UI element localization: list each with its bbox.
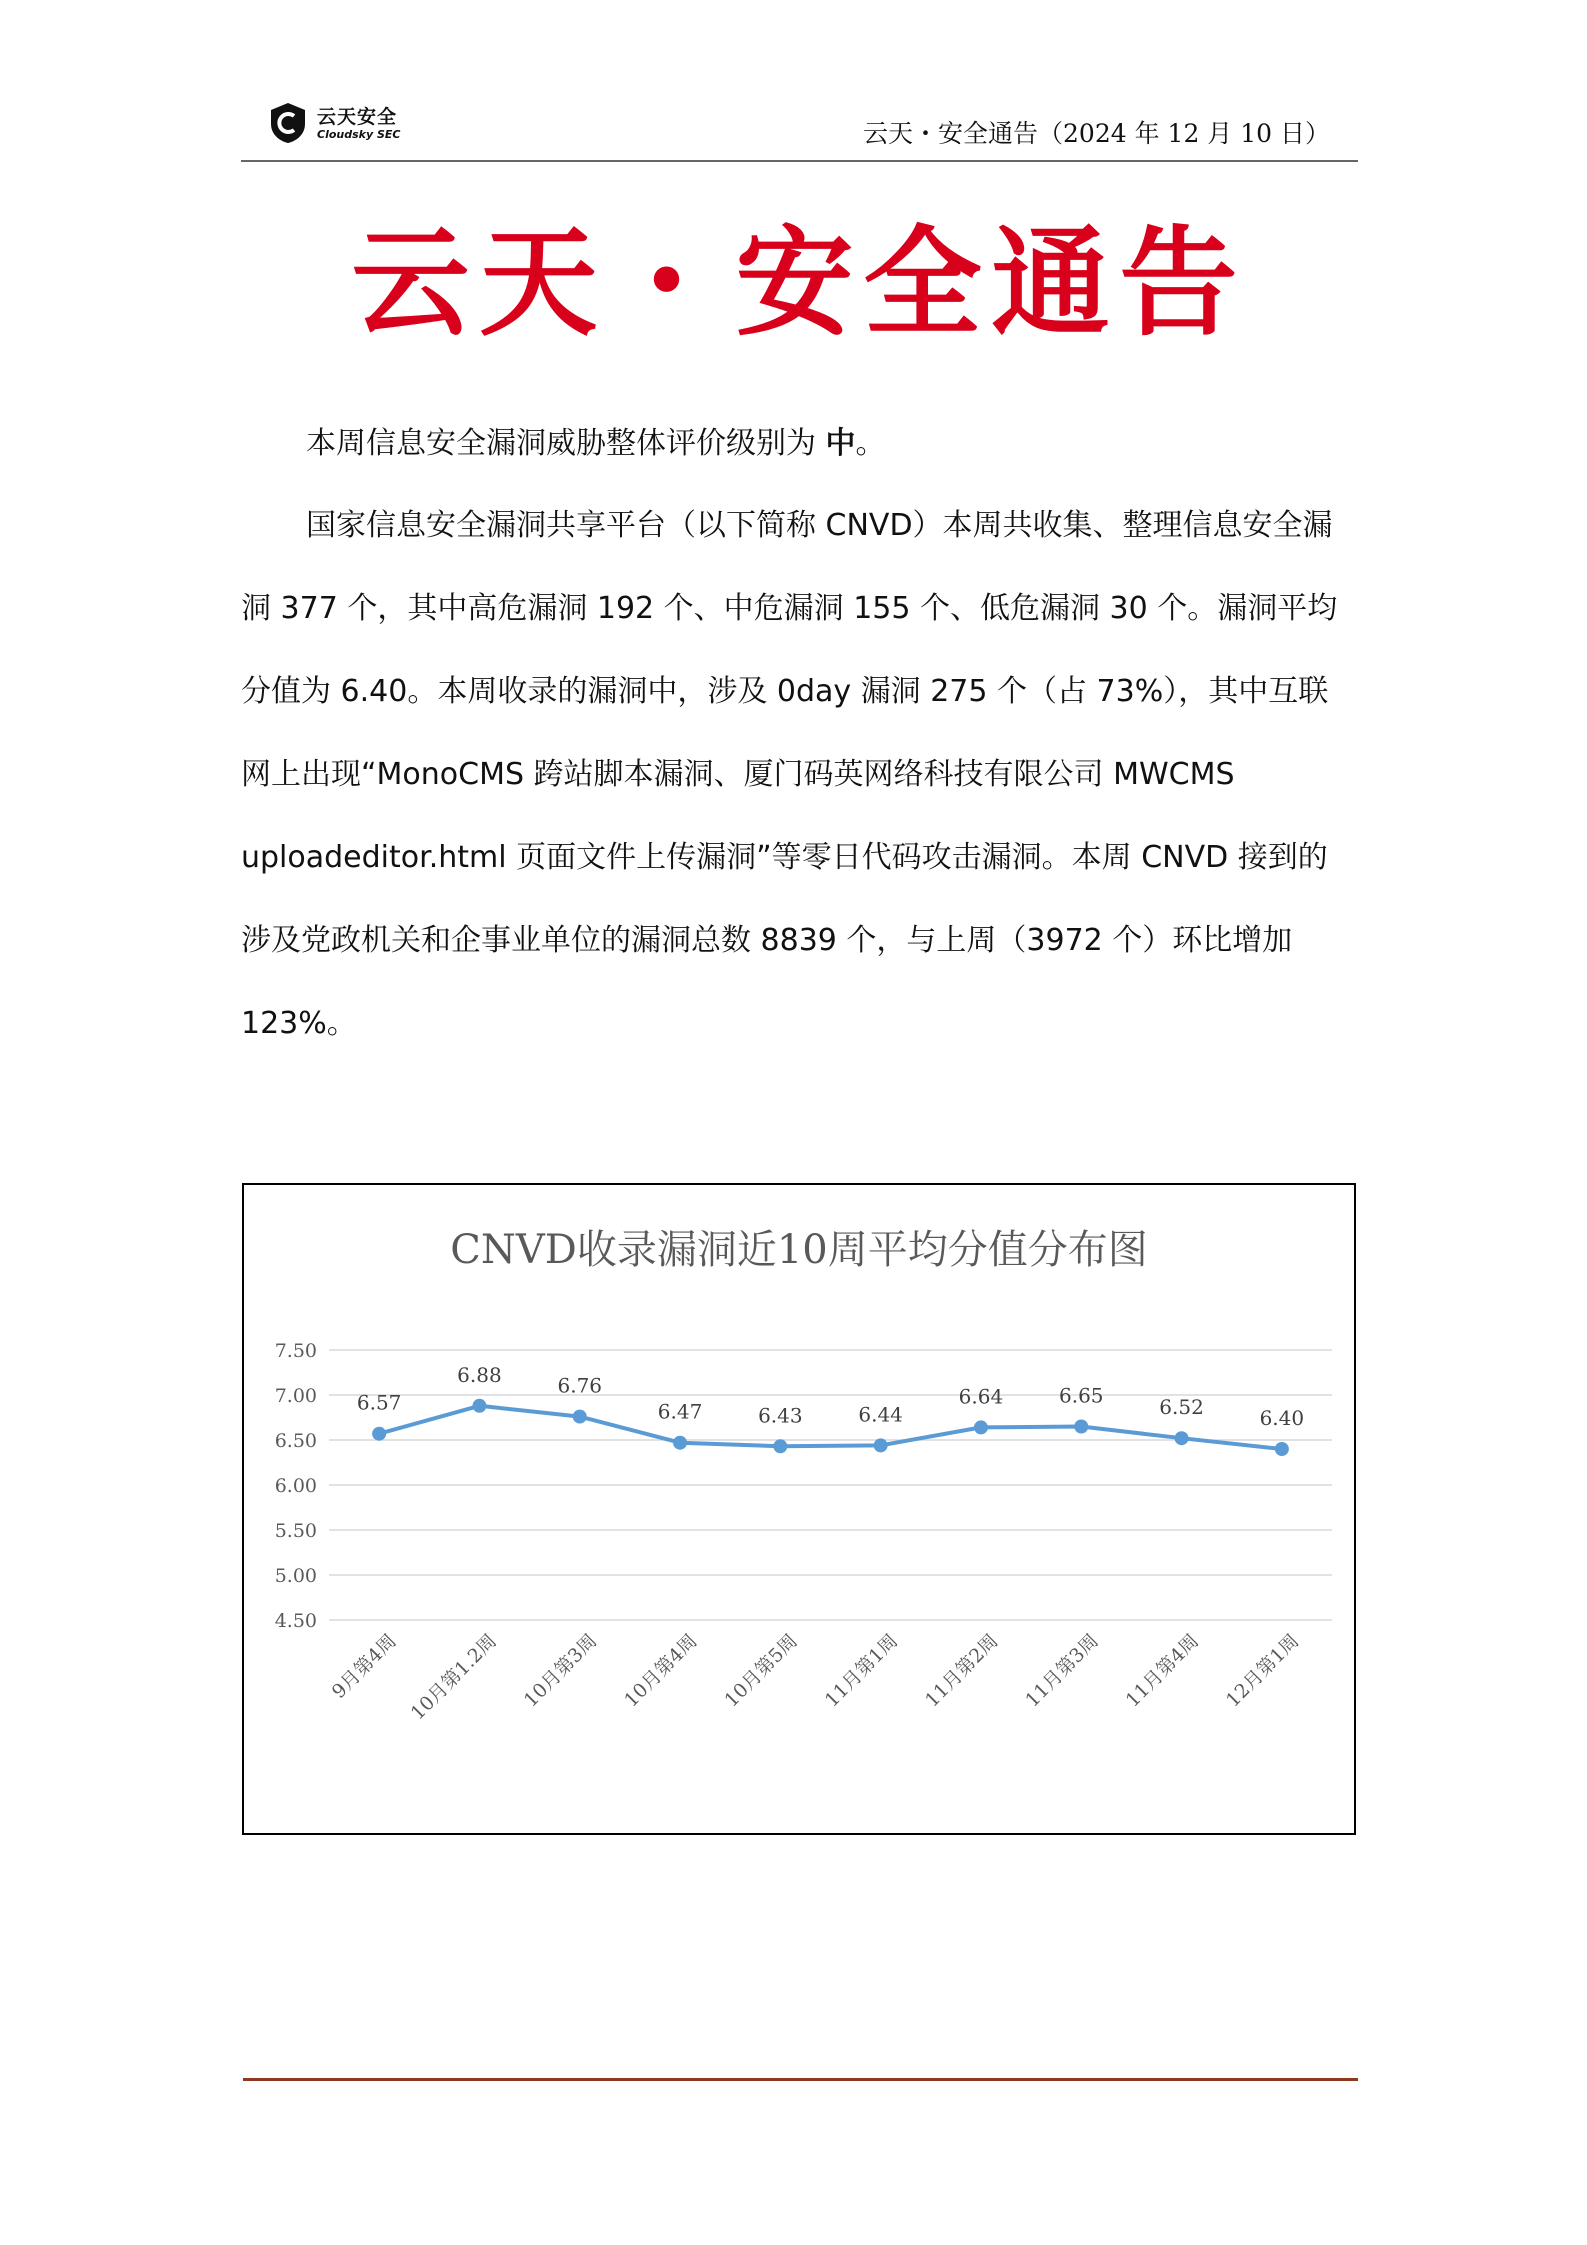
x-tick-label: 11月第1周 bbox=[820, 1629, 903, 1712]
y-tick-label: 6.50 bbox=[274, 1430, 317, 1452]
data-label: 6.64 bbox=[958, 1384, 1004, 1409]
chart-container bbox=[242, 1183, 1356, 1835]
data-point bbox=[573, 1410, 587, 1424]
bulletin-reference: 云天・安全通告（2024 年 12 月 10 日） bbox=[863, 119, 1330, 148]
threat-level-text: 本周信息安全漏洞威胁整体评价级别为 bbox=[306, 426, 816, 461]
data-label: 6.76 bbox=[557, 1373, 603, 1398]
x-tick-label: 11月第2周 bbox=[920, 1629, 1003, 1712]
threat-level-value: 中 bbox=[825, 426, 856, 461]
data-label: 6.40 bbox=[1259, 1406, 1305, 1430]
x-tick-label: 9月第4周 bbox=[327, 1629, 401, 1703]
x-tick-label: 10月第5周 bbox=[720, 1629, 802, 1712]
data-point bbox=[773, 1439, 787, 1453]
chart-series-line bbox=[379, 1406, 1282, 1449]
chart-title: CNVD收录漏洞近10周平均分值分布图 bbox=[450, 1227, 1148, 1273]
x-tick-label: 11月第3周 bbox=[1021, 1629, 1103, 1712]
x-axis-ticks bbox=[328, 1630, 1304, 1724]
x-tick-label: 11月第4周 bbox=[1121, 1629, 1204, 1712]
x-tick-label: 10月第3周 bbox=[519, 1629, 602, 1712]
y-axis-ticks bbox=[275, 1340, 317, 1632]
x-tick-label: 12月第1周 bbox=[1221, 1629, 1304, 1712]
threat-level-end: 。 bbox=[855, 426, 886, 461]
y-tick-label: 7.00 bbox=[274, 1385, 317, 1407]
data-point bbox=[1175, 1431, 1189, 1445]
data-label: 6.47 bbox=[657, 1399, 703, 1424]
company-logo bbox=[269, 100, 449, 148]
data-point bbox=[1275, 1442, 1289, 1456]
y-tick-label: 4.50 bbox=[274, 1610, 317, 1632]
page-header bbox=[241, 92, 1358, 162]
data-point bbox=[874, 1438, 888, 1452]
data-label: 6.44 bbox=[858, 1402, 903, 1427]
threat-level-paragraph bbox=[241, 402, 1341, 485]
shield-logo-icon bbox=[269, 102, 307, 144]
x-tick-label: 10月第1.2周 bbox=[406, 1629, 501, 1725]
data-point bbox=[372, 1427, 386, 1441]
footer-divider bbox=[243, 2078, 1358, 2081]
data-point bbox=[673, 1436, 687, 1450]
y-tick-label: 7.50 bbox=[274, 1340, 317, 1362]
logo-chinese-text: 云天安全 bbox=[317, 106, 398, 128]
data-label: 6.52 bbox=[1159, 1395, 1204, 1420]
page-title: 云天・安全通告 bbox=[351, 213, 1248, 352]
chart-gridlines bbox=[329, 1350, 1332, 1620]
y-tick-label: 5.50 bbox=[274, 1520, 317, 1542]
data-point bbox=[974, 1420, 988, 1434]
summary-paragraph: 国家信息安全漏洞共享平台（以下简称 CNVD）本周共收集、整理信息安全漏洞 377 个，其中高危漏洞 192 个、中危漏洞 155 个、低危漏洞 30 个。漏洞平均分值为 6.40。本周收录的漏洞中，涉及 0day 漏洞 275 个（占 73%），其中互联网上出现“MonoCMS 跨站脚本漏洞、厦门码英网络科技有限公司 MWCMS uploadeditor.html 页面文件上传漏洞”等零日代码攻击漏洞。本周 CNVD 接到的涉及党政机关和企事业单位的漏洞总数 8839 个，与上周（3972 个）环比增加 123%。 bbox=[241, 508, 1338, 1041]
data-point bbox=[1074, 1420, 1088, 1434]
logo-english-text: Cloudsky SEC bbox=[317, 128, 401, 141]
x-tick-label: 10月第4周 bbox=[620, 1629, 702, 1712]
data-label: 6.65 bbox=[1058, 1383, 1104, 1408]
data-label: 6.88 bbox=[457, 1362, 502, 1387]
y-tick-label: 6.00 bbox=[274, 1475, 317, 1497]
data-label: 6.57 bbox=[356, 1390, 402, 1415]
data-point bbox=[472, 1399, 486, 1413]
chart-data-labels bbox=[357, 1363, 1304, 1430]
line-chart bbox=[244, 1185, 1354, 1833]
y-tick-label: 5.00 bbox=[274, 1565, 317, 1587]
data-label: 6.43 bbox=[758, 1403, 803, 1428]
series-line bbox=[379, 1406, 1282, 1449]
